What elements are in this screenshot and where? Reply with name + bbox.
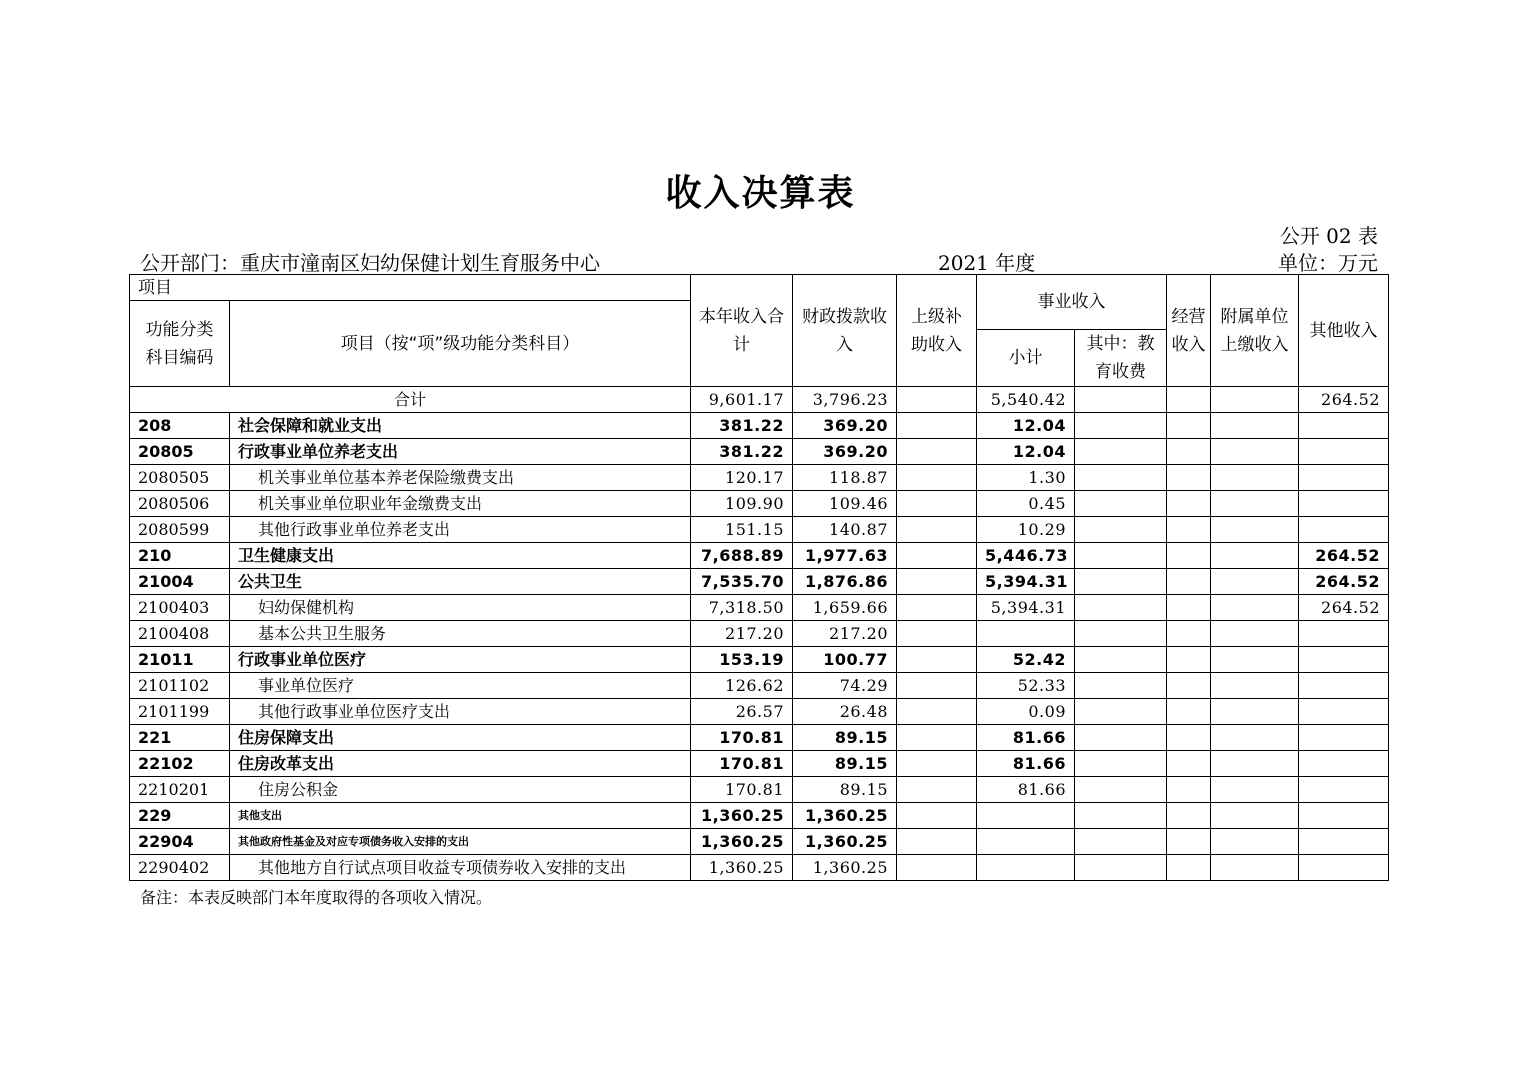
education-cell: [1075, 465, 1167, 491]
name-cell: 行政事业单位养老支出: [230, 439, 691, 465]
other-cell: [1299, 725, 1389, 751]
header-project: 项目: [130, 275, 691, 301]
table-row: [130, 465, 1389, 491]
fiscal-cell: 369.20: [793, 439, 897, 465]
code-cell: 22904: [130, 829, 230, 855]
footnote: 备注：本表反映部门本年度取得的各项收入情况。: [140, 888, 493, 907]
other-cell: 264.52: [1299, 543, 1389, 569]
affiliated-cell: [1211, 387, 1299, 413]
table-row: [130, 803, 1389, 829]
education-cell: [1075, 647, 1167, 673]
total-cell: 381.22: [691, 439, 793, 465]
unit-label: 单位：万元: [1278, 251, 1378, 275]
fiscal-cell: 100.77: [793, 647, 897, 673]
other-cell: [1299, 673, 1389, 699]
total-cell: 170.81: [691, 751, 793, 777]
other-cell: [1299, 855, 1389, 881]
table-row: [130, 439, 1389, 465]
table-row: [130, 673, 1389, 699]
other-cell: [1299, 803, 1389, 829]
fiscal-cell: 1,876.86: [793, 569, 897, 595]
superior-cell: [897, 413, 977, 439]
superior-cell: [897, 725, 977, 751]
other-cell: 264.52: [1299, 387, 1389, 413]
header-operating: 经营收入: [1167, 275, 1211, 387]
superior-cell: [897, 387, 977, 413]
table-row: [130, 829, 1389, 855]
other-cell: 264.52: [1299, 595, 1389, 621]
other-cell: [1299, 413, 1389, 439]
total-row: [130, 387, 1389, 413]
education-cell: [1075, 543, 1167, 569]
subtotal-cell: 81.66: [977, 751, 1075, 777]
operating-cell: [1167, 413, 1211, 439]
name-cell: 其他行政事业单位医疗支出: [230, 699, 691, 725]
table-row: [130, 413, 1389, 439]
superior-cell: [897, 855, 977, 881]
header-superior: 上级补助收入: [897, 275, 977, 387]
other-cell: 264.52: [1299, 569, 1389, 595]
affiliated-cell: [1211, 699, 1299, 725]
education-cell: [1075, 413, 1167, 439]
operating-cell: [1167, 569, 1211, 595]
other-cell: [1299, 491, 1389, 517]
superior-cell: [897, 829, 977, 855]
fiscal-cell: 140.87: [793, 517, 897, 543]
superior-cell: [897, 491, 977, 517]
subtotal-cell: [977, 855, 1075, 881]
fiscal-cell: 89.15: [793, 725, 897, 751]
name-cell: 社会保障和就业支出: [230, 413, 691, 439]
header-other: 其他收入: [1299, 275, 1389, 387]
other-cell: [1299, 751, 1389, 777]
name-cell: 住房公积金: [230, 777, 691, 803]
other-cell: [1299, 777, 1389, 803]
subtotal-cell: 81.66: [977, 777, 1075, 803]
affiliated-cell: [1211, 777, 1299, 803]
code-cell: 2101199: [130, 699, 230, 725]
operating-cell: [1167, 699, 1211, 725]
name-cell: 住房改革支出: [230, 751, 691, 777]
table-row: [130, 855, 1389, 881]
header-code: 功能分类科目编码: [130, 301, 230, 387]
affiliated-cell: [1211, 439, 1299, 465]
education-cell: [1075, 387, 1167, 413]
superior-cell: [897, 543, 977, 569]
header-affiliated: 附属单位上缴收入: [1211, 275, 1299, 387]
other-cell: [1299, 465, 1389, 491]
name-cell: 公共卫生: [230, 569, 691, 595]
fiscal-cell: 1,360.25: [793, 803, 897, 829]
affiliated-cell: [1211, 465, 1299, 491]
affiliated-cell: [1211, 673, 1299, 699]
superior-cell: [897, 621, 977, 647]
affiliated-cell: [1211, 595, 1299, 621]
subtotal-cell: 5,394.31: [977, 595, 1075, 621]
education-cell: [1075, 569, 1167, 595]
affiliated-cell: [1211, 491, 1299, 517]
subtotal-cell: [977, 621, 1075, 647]
total-cell: 9,601.17: [691, 387, 793, 413]
superior-cell: [897, 569, 977, 595]
operating-cell: [1167, 595, 1211, 621]
superior-cell: [897, 699, 977, 725]
affiliated-cell: [1211, 413, 1299, 439]
total-cell: 7,535.70: [691, 569, 793, 595]
education-cell: [1075, 699, 1167, 725]
total-cell: 120.17: [691, 465, 793, 491]
subtotal-cell: [977, 803, 1075, 829]
subtotal-cell: 52.33: [977, 673, 1075, 699]
fiscal-cell: 1,977.63: [793, 543, 897, 569]
affiliated-cell: [1211, 621, 1299, 647]
education-cell: [1075, 621, 1167, 647]
operating-cell: [1167, 439, 1211, 465]
table-row: [130, 777, 1389, 803]
superior-cell: [897, 595, 977, 621]
fiscal-cell: 26.48: [793, 699, 897, 725]
superior-cell: [897, 751, 977, 777]
total-cell: 1,360.25: [691, 829, 793, 855]
education-cell: [1075, 673, 1167, 699]
education-cell: [1075, 803, 1167, 829]
name-cell: 机关事业单位基本养老保险缴费支出: [230, 465, 691, 491]
fiscal-cell: 74.29: [793, 673, 897, 699]
name-cell: 卫生健康支出: [230, 543, 691, 569]
code-cell: 208: [130, 413, 230, 439]
subtotal-cell: 12.04: [977, 439, 1075, 465]
income-table: [129, 274, 1389, 881]
code-cell: 2080599: [130, 517, 230, 543]
education-cell: [1075, 595, 1167, 621]
total-cell: 153.19: [691, 647, 793, 673]
code-cell: 2100408: [130, 621, 230, 647]
fiscal-cell: 109.46: [793, 491, 897, 517]
fiscal-cell: 1,360.25: [793, 829, 897, 855]
operating-cell: [1167, 855, 1211, 881]
superior-cell: [897, 647, 977, 673]
fiscal-cell: 369.20: [793, 413, 897, 439]
code-cell: 2100403: [130, 595, 230, 621]
subtotal-cell: 1.30: [977, 465, 1075, 491]
subtotal-cell: 5,540.42: [977, 387, 1075, 413]
superior-cell: [897, 465, 977, 491]
subtotal-cell: [977, 829, 1075, 855]
affiliated-cell: [1211, 725, 1299, 751]
affiliated-cell: [1211, 543, 1299, 569]
code-cell: 21004: [130, 569, 230, 595]
operating-cell: [1167, 725, 1211, 751]
code-cell: 229: [130, 803, 230, 829]
education-cell: [1075, 439, 1167, 465]
department-label: 公开部门：重庆市潼南区妇幼保健计划生育服务中心: [140, 251, 600, 275]
total-cell: 151.15: [691, 517, 793, 543]
operating-cell: [1167, 829, 1211, 855]
operating-cell: [1167, 647, 1211, 673]
other-cell: [1299, 829, 1389, 855]
other-cell: [1299, 699, 1389, 725]
subtotal-cell: 0.45: [977, 491, 1075, 517]
header-business: 事业收入: [977, 275, 1167, 330]
name-cell: 事业单位医疗: [230, 673, 691, 699]
code-cell: 2080506: [130, 491, 230, 517]
education-cell: [1075, 517, 1167, 543]
total-cell: 170.81: [691, 777, 793, 803]
affiliated-cell: [1211, 751, 1299, 777]
name-cell: 基本公共卫生服务: [230, 621, 691, 647]
name-cell: 妇幼保健机构: [230, 595, 691, 621]
name-cell: 住房保障支出: [230, 725, 691, 751]
table-row: [130, 725, 1389, 751]
affiliated-cell: [1211, 855, 1299, 881]
total-cell: 381.22: [691, 413, 793, 439]
operating-cell: [1167, 543, 1211, 569]
subtotal-cell: 81.66: [977, 725, 1075, 751]
affiliated-cell: [1211, 569, 1299, 595]
table-row: [130, 647, 1389, 673]
table-row: [130, 491, 1389, 517]
header-fiscal: 财政拨款收入: [793, 275, 897, 387]
total-cell: 170.81: [691, 725, 793, 751]
code-cell: 21011: [130, 647, 230, 673]
code-cell: 210: [130, 543, 230, 569]
education-cell: [1075, 777, 1167, 803]
operating-cell: [1167, 673, 1211, 699]
subtotal-cell: 5,446.73: [977, 543, 1075, 569]
table-row: [130, 621, 1389, 647]
operating-cell: [1167, 465, 1211, 491]
table-row: [130, 543, 1389, 569]
name-cell: 行政事业单位医疗: [230, 647, 691, 673]
header-subtotal: 小计: [977, 330, 1075, 387]
operating-cell: [1167, 803, 1211, 829]
superior-cell: [897, 439, 977, 465]
fiscal-cell: 3,796.23: [793, 387, 897, 413]
operating-cell: [1167, 751, 1211, 777]
table-row: [130, 595, 1389, 621]
operating-cell: [1167, 777, 1211, 803]
code-cell: 2080505: [130, 465, 230, 491]
fiscal-cell: 1,360.25: [793, 855, 897, 881]
operating-cell: [1167, 621, 1211, 647]
superior-cell: [897, 777, 977, 803]
total-cell: 1,360.25: [691, 803, 793, 829]
superior-cell: [897, 673, 977, 699]
name-cell: 其他地方自行试点项目收益专项债券收入安排的支出: [230, 855, 691, 881]
other-cell: [1299, 647, 1389, 673]
form-number: 公开 02 表: [1279, 224, 1378, 248]
fiscal-cell: 217.20: [793, 621, 897, 647]
superior-cell: [897, 517, 977, 543]
operating-cell: [1167, 491, 1211, 517]
other-cell: [1299, 517, 1389, 543]
total-label: 合计: [130, 387, 691, 413]
education-cell: [1075, 725, 1167, 751]
code-cell: 2101102: [130, 673, 230, 699]
page-title: 收入决算表: [665, 173, 856, 214]
subtotal-cell: 52.42: [977, 647, 1075, 673]
superior-cell: [897, 803, 977, 829]
fiscal-cell: 118.87: [793, 465, 897, 491]
affiliated-cell: [1211, 803, 1299, 829]
name-cell: 其他政府性基金及对应专项债务收入安排的支出: [230, 829, 691, 855]
affiliated-cell: [1211, 517, 1299, 543]
code-cell: 2290402: [130, 855, 230, 881]
affiliated-cell: [1211, 829, 1299, 855]
table-row: [130, 517, 1389, 543]
fiscal-cell: 89.15: [793, 777, 897, 803]
operating-cell: [1167, 517, 1211, 543]
education-cell: [1075, 751, 1167, 777]
table-row: [130, 751, 1389, 777]
header-name: 项目（按“项”级功能分类科目）: [230, 301, 691, 387]
subtotal-cell: 0.09: [977, 699, 1075, 725]
total-cell: 26.57: [691, 699, 793, 725]
header-education: 其中：教育收费: [1075, 330, 1167, 387]
total-cell: 217.20: [691, 621, 793, 647]
other-cell: [1299, 439, 1389, 465]
subtotal-cell: 12.04: [977, 413, 1075, 439]
education-cell: [1075, 491, 1167, 517]
table-row: [130, 569, 1389, 595]
fiscal-year: 2021 年度: [938, 251, 1036, 275]
code-cell: 20805: [130, 439, 230, 465]
table-row: [130, 699, 1389, 725]
code-cell: 22102: [130, 751, 230, 777]
total-cell: 109.90: [691, 491, 793, 517]
fiscal-cell: 89.15: [793, 751, 897, 777]
code-cell: 2210201: [130, 777, 230, 803]
affiliated-cell: [1211, 647, 1299, 673]
education-cell: [1075, 855, 1167, 881]
header-total: 本年收入合计: [691, 275, 793, 387]
name-cell: 其他行政事业单位养老支出: [230, 517, 691, 543]
total-cell: 7,318.50: [691, 595, 793, 621]
subtotal-cell: 10.29: [977, 517, 1075, 543]
fiscal-cell: 1,659.66: [793, 595, 897, 621]
name-cell: 其他支出: [230, 803, 691, 829]
total-cell: 1,360.25: [691, 855, 793, 881]
code-cell: 221: [130, 725, 230, 751]
subtotal-cell: 5,394.31: [977, 569, 1075, 595]
operating-cell: [1167, 387, 1211, 413]
total-cell: 126.62: [691, 673, 793, 699]
total-cell: 7,688.89: [691, 543, 793, 569]
other-cell: [1299, 621, 1389, 647]
education-cell: [1075, 829, 1167, 855]
name-cell: 机关事业单位职业年金缴费支出: [230, 491, 691, 517]
